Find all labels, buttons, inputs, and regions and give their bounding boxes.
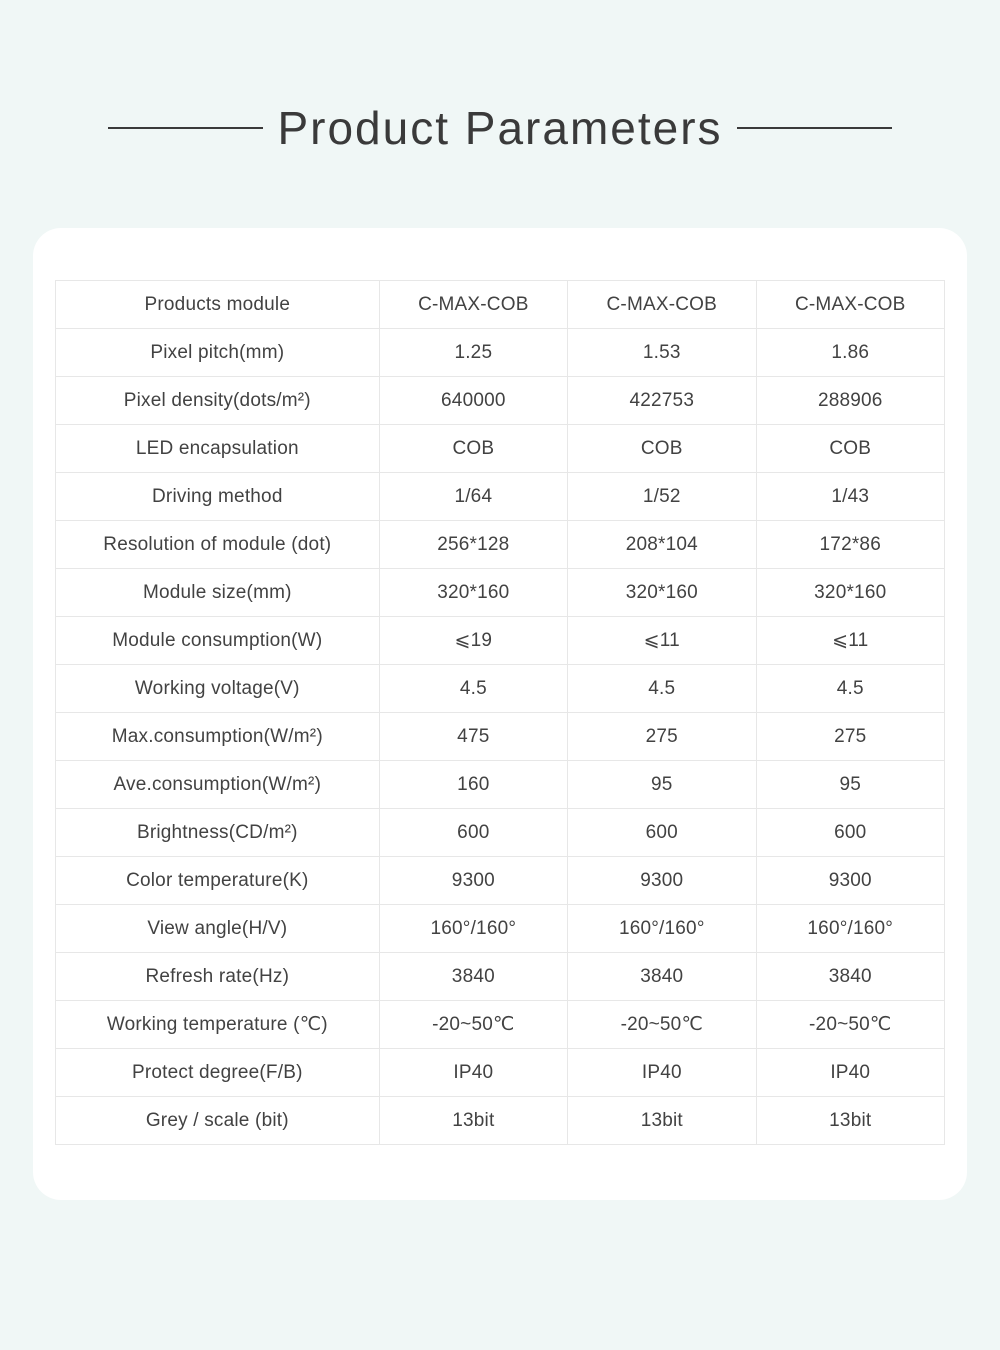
table-row <box>56 425 945 473</box>
cell-value: COB <box>568 425 756 473</box>
table-row <box>56 521 945 569</box>
cell-value: -20~50℃ <box>568 1001 756 1049</box>
row-label: Working temperature (℃) <box>56 1001 380 1049</box>
cell-value: 3840 <box>379 953 567 1001</box>
cell-value: 600 <box>756 809 944 857</box>
cell-value: C-MAX-COB <box>568 281 756 329</box>
cell-value: 4.5 <box>756 665 944 713</box>
cell-value: C-MAX-COB <box>379 281 567 329</box>
row-label: Pixel density(dots/m²) <box>56 377 380 425</box>
cell-value: 1.86 <box>756 329 944 377</box>
table-row <box>56 617 945 665</box>
cell-value: -20~50℃ <box>379 1001 567 1049</box>
row-label: LED encapsulation <box>56 425 380 473</box>
row-label: Working voltage(V) <box>56 665 380 713</box>
page-title: Product Parameters <box>277 102 723 154</box>
cell-value: IP40 <box>379 1049 567 1097</box>
table-row <box>56 1049 945 1097</box>
table-row <box>56 377 945 425</box>
cell-value: 13bit <box>379 1097 567 1145</box>
cell-value: IP40 <box>568 1049 756 1097</box>
cell-value: ⩽11 <box>568 617 756 665</box>
cell-value: 320*160 <box>756 569 944 617</box>
row-label: Ave.consumption(W/m²) <box>56 761 380 809</box>
cell-value: 160 <box>379 761 567 809</box>
cell-value: 4.5 <box>568 665 756 713</box>
cell-value: 320*160 <box>379 569 567 617</box>
table-row <box>56 713 945 761</box>
cell-value: 9300 <box>568 857 756 905</box>
cell-value: 4.5 <box>379 665 567 713</box>
row-label: Module consumption(W) <box>56 617 380 665</box>
cell-value: 95 <box>568 761 756 809</box>
row-label: Products module <box>56 281 380 329</box>
row-label: Protect degree(F/B) <box>56 1049 380 1097</box>
cell-value: ⩽11 <box>756 617 944 665</box>
table-row <box>56 665 945 713</box>
cell-value: 640000 <box>379 377 567 425</box>
table-row <box>56 329 945 377</box>
row-label: Color temperature(K) <box>56 857 380 905</box>
table-row <box>56 953 945 1001</box>
page-background <box>0 100 1000 1200</box>
table-row <box>56 1097 945 1145</box>
cell-value: C-MAX-COB <box>756 281 944 329</box>
parameters-card <box>33 228 967 1200</box>
row-label: Brightness(CD/m²) <box>56 809 380 857</box>
row-label: Refresh rate(Hz) <box>56 953 380 1001</box>
cell-value: 1/52 <box>568 473 756 521</box>
cell-value: 422753 <box>568 377 756 425</box>
cell-value: IP40 <box>756 1049 944 1097</box>
cell-value: 160°/160° <box>756 905 944 953</box>
title-right-line <box>737 127 892 129</box>
cell-value: 1.53 <box>568 329 756 377</box>
cell-value: 475 <box>379 713 567 761</box>
cell-value: 160°/160° <box>568 905 756 953</box>
cell-value: 320*160 <box>568 569 756 617</box>
cell-value: 1/43 <box>756 473 944 521</box>
cell-value: 256*128 <box>379 521 567 569</box>
cell-value: 95 <box>756 761 944 809</box>
cell-value: 9300 <box>756 857 944 905</box>
table-row <box>56 905 945 953</box>
row-label: Resolution of module (dot) <box>56 521 380 569</box>
cell-value: 172*86 <box>756 521 944 569</box>
cell-value: -20~50℃ <box>756 1001 944 1049</box>
row-label: Module size(mm) <box>56 569 380 617</box>
page-title-section <box>0 100 1000 156</box>
cell-value: COB <box>756 425 944 473</box>
row-label: Grey / scale (bit) <box>56 1097 380 1145</box>
cell-value: 1/64 <box>379 473 567 521</box>
table-row <box>56 809 945 857</box>
cell-value: 208*104 <box>568 521 756 569</box>
cell-value: 13bit <box>756 1097 944 1145</box>
cell-value: 288906 <box>756 377 944 425</box>
cell-value: 600 <box>568 809 756 857</box>
table-row <box>56 761 945 809</box>
row-label: Max.consumption(W/m²) <box>56 713 380 761</box>
cell-value: ⩽19 <box>379 617 567 665</box>
table-row <box>56 1001 945 1049</box>
cell-value: 600 <box>379 809 567 857</box>
cell-value: 3840 <box>568 953 756 1001</box>
parameters-table-body <box>56 281 945 1145</box>
table-row <box>56 857 945 905</box>
cell-value: 160°/160° <box>379 905 567 953</box>
table-row <box>56 473 945 521</box>
cell-value: COB <box>379 425 567 473</box>
cell-value: 13bit <box>568 1097 756 1145</box>
cell-value: 275 <box>756 713 944 761</box>
row-label: View angle(H/V) <box>56 905 380 953</box>
cell-value: 9300 <box>379 857 567 905</box>
table-row <box>56 281 945 329</box>
table-row <box>56 569 945 617</box>
cell-value: 1.25 <box>379 329 567 377</box>
cell-value: 3840 <box>756 953 944 1001</box>
cell-value: 275 <box>568 713 756 761</box>
title-left-line <box>108 127 263 129</box>
row-label: Pixel pitch(mm) <box>56 329 380 377</box>
row-label: Driving method <box>56 473 380 521</box>
parameters-table <box>55 280 945 1145</box>
